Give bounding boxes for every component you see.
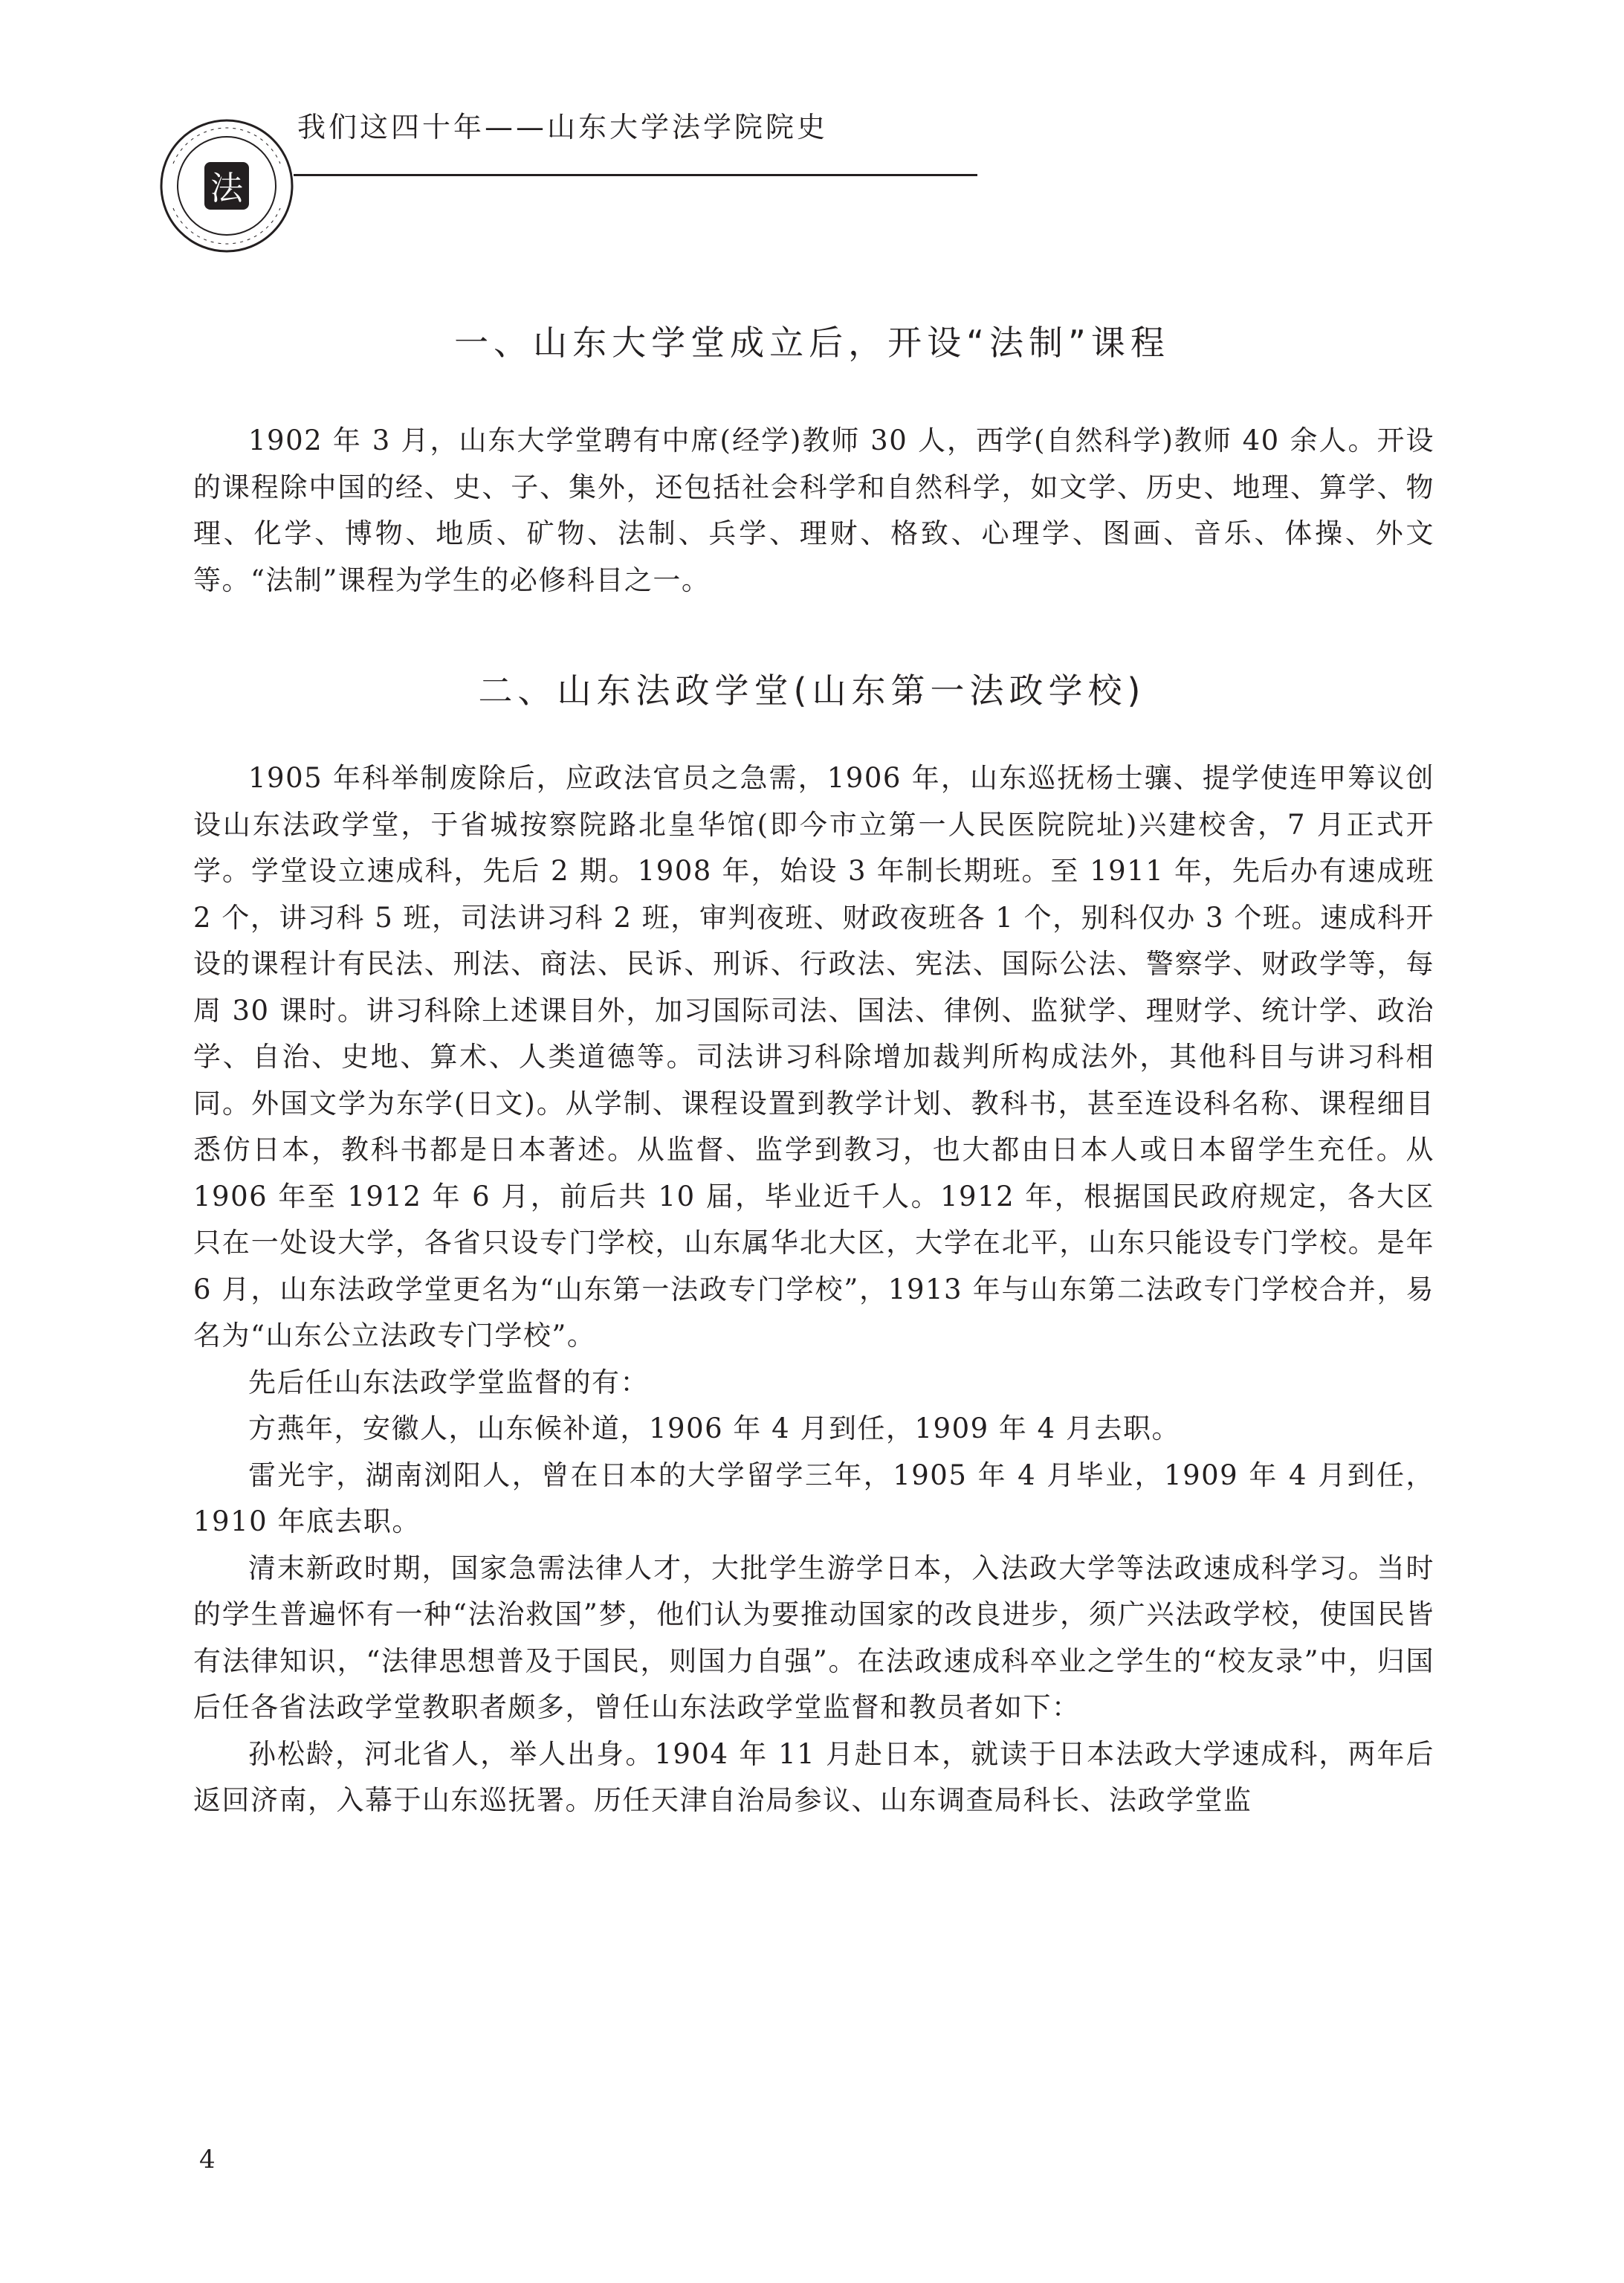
paragraph: 方燕年，安徽人，山东候补道，1906 年 4 月到任，1909 年 4 月去职。 (248, 1412, 1180, 1444)
paragraph: 1902 年 3 月，山东大学堂聘有中席(经学)教师 30 人，西学(自然科学)教师 40 余人。开设的课程除中国的经、史、子、集外，还包括社会科学和自然科学，如文学、历史、地理、算学、物理、化学、博物、地质、矿物、法制、兵学、理财、格致、心理学、图画、音乐、体操、外文等。“法制”课程为学生的必修科目之一。 (193, 424, 1434, 596)
section-1-body (193, 418, 1434, 604)
header-rule (294, 174, 977, 176)
section-2-body (193, 755, 1434, 1824)
book-title: 我们这四十年——山东大学法学院院史 (297, 111, 829, 143)
paragraph: 先后任山东法政学堂监督的有： (248, 1366, 649, 1398)
paragraph: 1905 年科举制废除后，应政法官员之急需，1906 年，山东巡抚杨士骧、提学使连甲筹议创设山东法政学堂，于省城按察院路北皇华馆(即今市立第一人民医院院址)兴建校舍，7 月正式开学。学堂设立速成科，先后 2 期。1908 年，始设 3 年制长期班。至 1911 年，先后办有速成班 2 个，讲习科 5 班，司法讲习科 2 班，审判夜班、财政夜班各 1 个，别科仅办 3 个班。速成科开设的课程计有民法、刑法、商法、民诉、刑诉、行政法、宪法、国际公法、警察学、财政学等，每周 30 课时。讲习科除上述课目外，加习国际司法、国法、律例、监狱学、理财学、统计学、政治学、自治、史地、算术、人类道德等。司法讲习科除增加裁判所构成法外，其他科目与讲习科相同。外国文学为东学(日文)。从学制、课程设置到教学计划、教科书，甚至连设科名称、课程细目悉仿日本，教科书都是日本著述。从监督、监学到教习，也大都由日本人或日本留学生充任。从 1906 年至 1912 年 6 月，前后共 10 届，毕业近千人。1912 年，根据国民政府规定，各大区只在一处设大学，各省只设专门学校，山东属华北大区，大学在北平，山东只能设专门学校。是年 6 月，山东法政学堂更名为“山东第一法政专门学校”，1913 年与山东第二法政专门学校合并，易名为“山东公立法政专门学校”。 (193, 762, 1434, 1352)
section-title-2: 二、山东法政学堂(山东第一法政学校) (478, 671, 1146, 711)
page-number: 4 (199, 2145, 216, 2174)
paragraph: 清末新政时期，国家急需法律人才，大批学生游学日本，入法政大学等法政速成科学习。当时的学生普遍怀有一种“法治救国”梦，他们认为要推动国家的改良进步，须广兴法政学校，使国民皆有法律知识，“法律思想普及于国民，则国力自强”。在法政速成科卒业之学生的“校友录”中，归国后任各省法政学堂教职者颇多，曾任山东法政学堂监督和教员者如下： (193, 1551, 1434, 1723)
university-seal-logo (152, 112, 301, 260)
paragraph: 雷光宇，湖南浏阳人，曾在日本的大学留学三年，1905 年 4 月毕业，1909 年 4 月到任，1910 年底去职。 (193, 1459, 1434, 1537)
section-title-1: 一、山东大学堂成立后，开设“法制”课程 (454, 323, 1170, 363)
seal-char: 法 (210, 169, 243, 207)
paragraph: 孙松龄，河北省人，举人出身。1904 年 11 月赴日本，就读于日本法政大学速成科，两年后返回济南，入幕于山东巡抚署。历任天津自治局参议、山东调查局科长、法政学堂监 (193, 1737, 1434, 1816)
running-header (152, 98, 829, 207)
